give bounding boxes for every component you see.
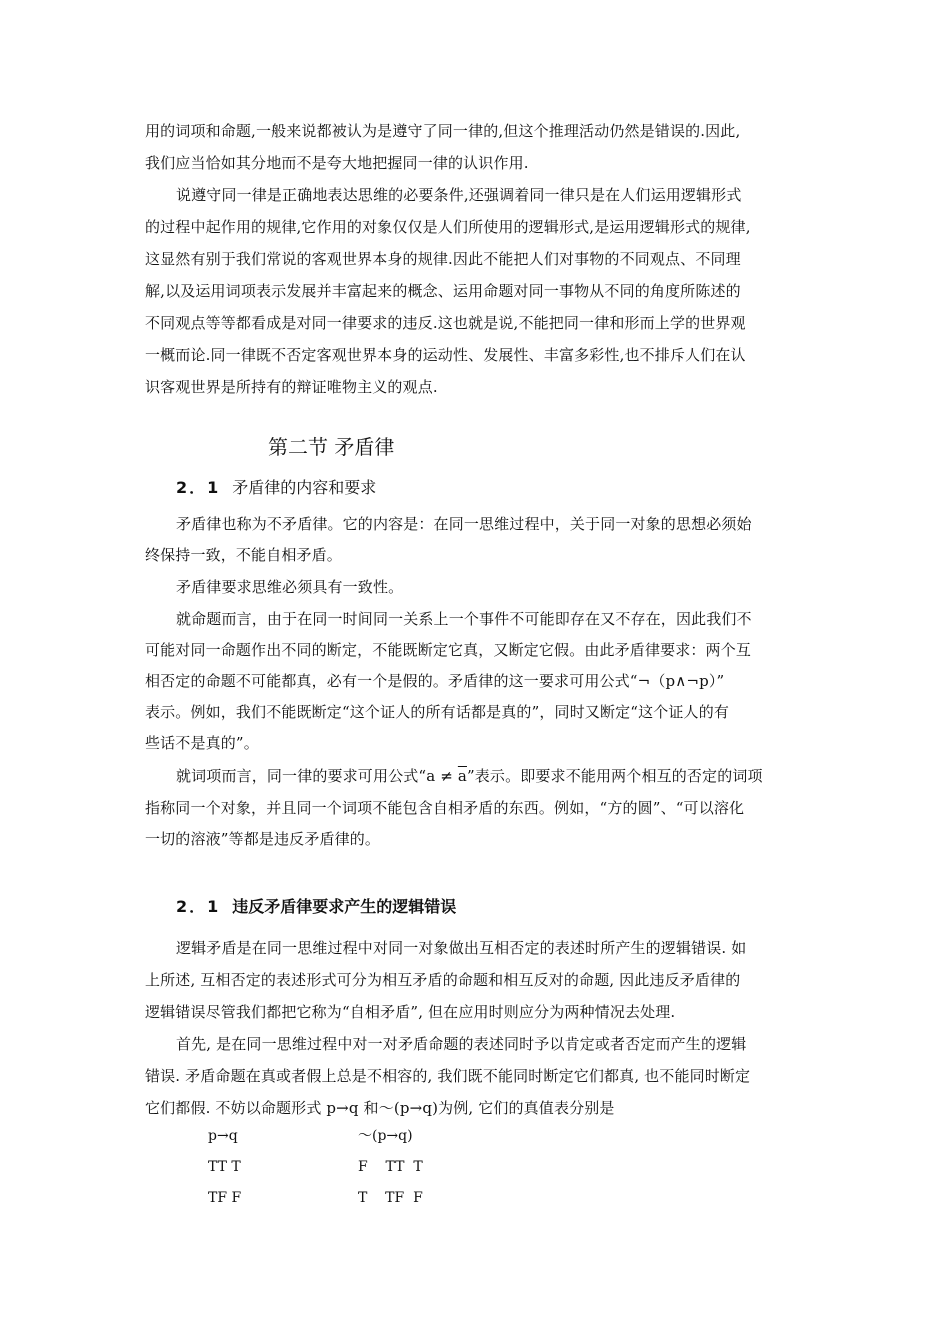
paragraph-line: 就命题而言，由于在同一时间同一关系上一个事件不可能即存在又不存在，因此我们不 bbox=[176, 610, 752, 628]
truth-table-right-row: T TF F bbox=[358, 1190, 423, 1206]
paragraph-line: 说遵守同一律是正确地表达思维的必要条件,还强调着同一律只是在人们运用逻辑形式 bbox=[176, 186, 742, 204]
paragraph-line: 首先, 是在同一思维过程中对一对矛盾命题的表述同时予以肯定或者否定而产生的逻辑 bbox=[176, 1035, 747, 1053]
paragraph-line bbox=[176, 766, 763, 786]
paragraph-line: 我们应当恰如其分地而不是夸大地把握同一律的认识作用. bbox=[145, 154, 529, 172]
paragraph-line: 上所述, 互相否定的表述形式可分为相互矛盾的命题和相互反对的命题, 因此违反矛盾律的 bbox=[145, 971, 741, 989]
paragraph-line: 相否定的命题不可能都真，必有一个是假的。矛盾律的这一要求可用公式“¬（p∧¬p）” bbox=[145, 672, 725, 690]
subsection-title: 矛盾律的内容和要求 bbox=[232, 478, 377, 497]
paragraph-line: 它们都假. 不妨以命题形式 p→q 和～(p→q)为例, 它们的真值表分别是 bbox=[145, 1099, 615, 1117]
paragraph-line: 逻辑错误尽管我们都把它称为“自相矛盾”, 但在应用时则应分为两种情况去处理. bbox=[145, 1003, 676, 1021]
paragraph-line: 指称同一个对象，并且同一个词项不能包含自相矛盾的东西。例如，“方的圆”、“可以溶化 bbox=[145, 799, 745, 817]
subsection-number: 2．1 bbox=[176, 897, 221, 916]
paragraph-line: 表示。例如，我们不能既断定“这个证人的所有话都是真的”，同时又断定“这个证人的有 bbox=[145, 703, 730, 721]
subsection-title: 违反矛盾律要求产生的逻辑错误 bbox=[232, 897, 457, 916]
paragraph-line: 矛盾律也称为不矛盾律。它的内容是：在同一思维过程中，关于同一对象的思想必须始 bbox=[176, 515, 752, 533]
paragraph-line: 逻辑矛盾是在同一思维过程中对同一对象做出互相否定的表述时所产生的逻辑错误. 如 bbox=[176, 939, 747, 957]
paragraph-line: 矛盾律要求思维必须具有一致性。 bbox=[176, 578, 404, 596]
truth-table-right-row: F TT T bbox=[358, 1159, 423, 1175]
subsection-number: 2．1 bbox=[176, 478, 221, 497]
paragraph-line: 的过程中起作用的规律,它作用的对象仅仅是人们所使用的逻辑形式,是运用逻辑形式的规律, bbox=[145, 218, 751, 236]
paragraph-line: 这显然有别于我们常说的客观世界本身的规律.因此不能把人们对事物的不同观点、不同理 bbox=[145, 250, 741, 268]
paragraph-line: 用的词项和命题,一般来说都被认为是遵守了同一律的,但这个推理活动仍然是错误的.因此, bbox=[145, 122, 741, 140]
paragraph-line: 错误. 矛盾命题在真或者假上总是不相容的, 我们既不能同时断定它们都真, 也不能同时断定 bbox=[145, 1067, 751, 1085]
truth-table-left-header: p→q bbox=[208, 1128, 238, 1144]
paragraph-line: 终保持一致，不能自相矛盾。 bbox=[145, 546, 342, 564]
paragraph-line: 一切的溶液”等都是违反矛盾律的。 bbox=[145, 830, 381, 848]
paragraph-line: 识客观世界是所持有的辩证唯物主义的观点. bbox=[145, 378, 438, 396]
paragraph-line: 解,以及运用词项表示发展并丰富起来的概念、运用命题对同一事物从不同的角度所陈述的 bbox=[145, 282, 741, 300]
truth-table-left-row: TF F bbox=[208, 1190, 242, 1206]
paragraph-line: 些话不是真的”。 bbox=[145, 734, 259, 752]
formula-text-before: 就词项而言，同一律的要求可用公式“a ≠ bbox=[176, 767, 458, 785]
negated-term: $\overline{a}$ bbox=[457, 767, 467, 785]
paragraph-line: 可能对同一命题作出不同的断定，不能既断定它真，又断定它假。由此矛盾律要求：两个互 bbox=[145, 641, 752, 659]
section-title: 第二节 矛盾律 bbox=[268, 435, 395, 459]
subsection-heading bbox=[176, 477, 376, 499]
formula-text-after: ”表示。即要求不能用两个相互的否定的词项 bbox=[466, 767, 763, 785]
truth-table-left-row: TT T bbox=[208, 1159, 241, 1175]
subsection-heading bbox=[176, 896, 456, 918]
paragraph-line: 一概而论.同一律既不否定客观世界本身的运动性、发展性、丰富多彩性,也不排斥人们在认 bbox=[145, 346, 746, 364]
truth-table-right-header: ～(p→q) bbox=[358, 1128, 413, 1144]
paragraph-line: 不同观点等等都看成是对同一律要求的违反.这也就是说,不能把同一律和形而上学的世界观 bbox=[145, 314, 746, 332]
